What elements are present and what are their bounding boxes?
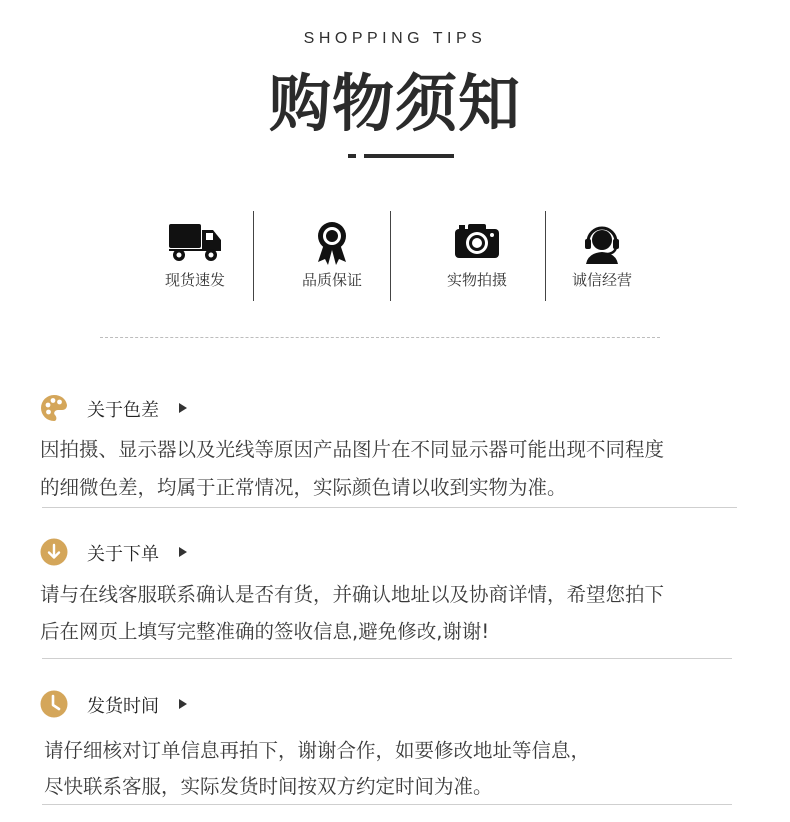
- award-ribbon-icon: [267, 220, 397, 268]
- section-body-line: 请与在线客服联系确认是否有货，并确认地址以及协商详情，希望您拍下: [40, 583, 665, 606]
- title-decoration-line: [364, 154, 454, 158]
- feature-integrity: [537, 212, 667, 300]
- feature-divider: [390, 211, 391, 301]
- triangle-right-icon: [179, 547, 187, 557]
- title-decoration-dot: [348, 154, 356, 158]
- section-body-line: 请仔细核对订单信息再拍下，谢谢合作，如要修改地址等信息，: [44, 739, 591, 762]
- page-subtitle: SHOPPING TIPS: [303, 30, 487, 47]
- section-body-line: 尽快联系客服，实际发货时间按双方约定时间为准。: [44, 775, 493, 798]
- section-title-ordering: 关于下单: [87, 544, 159, 565]
- feature-label: 现货速发: [164, 271, 225, 289]
- page-title: 购物须知: [268, 67, 521, 140]
- feature-fast-delivery: [130, 212, 260, 300]
- download-arrow-icon: [40, 538, 68, 566]
- feature-real-photo: [412, 212, 542, 300]
- feature-divider: [253, 211, 254, 301]
- section-separator: [42, 658, 732, 659]
- section-body-line: 的细微色差，均属于正常情况，实际颜色请以收到实物为准。: [40, 476, 567, 499]
- section-title-shipping-time: 发货时间: [87, 696, 159, 717]
- section-separator: [42, 507, 737, 508]
- customer-service-icon: [537, 220, 667, 268]
- section-body-line: 后在网页上填写完整准确的签收信息,避免修改,谢谢!: [40, 620, 490, 643]
- dashed-divider: [100, 337, 660, 338]
- camera-icon: [412, 220, 542, 268]
- feature-label: 品质保证: [301, 271, 362, 289]
- section-body-line: 因拍摄、显示器以及光线等原因产品图片在不同显示器可能出现不同程度: [40, 438, 665, 461]
- palette-icon: [40, 394, 68, 422]
- section-title-color-difference: 关于色差: [87, 400, 159, 421]
- triangle-right-icon: [179, 699, 187, 709]
- truck-icon: [130, 220, 260, 268]
- clock-icon: [40, 690, 68, 718]
- feature-label: 诚信经营: [571, 271, 632, 289]
- feature-quality: [267, 212, 397, 300]
- feature-label: 实物拍摄: [446, 271, 507, 289]
- triangle-right-icon: [179, 403, 187, 413]
- section-separator: [42, 804, 732, 805]
